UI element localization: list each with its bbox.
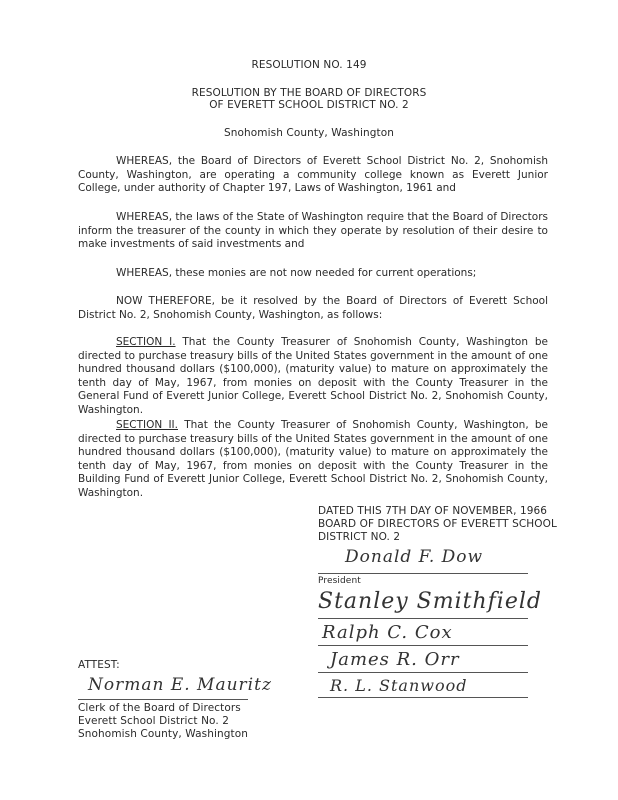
section-2: [78, 419, 548, 501]
dated-line-1: DATED THIS 7TH DAY OF NOVEMBER, 1966: [318, 505, 548, 517]
signature-line-3: [318, 645, 528, 646]
resolution-number: RESOLUTION NO. 149: [251, 59, 367, 71]
clerk-title-line-3: Snohomish County, Washington: [78, 728, 249, 740]
whereas-paragraph-2: WHEREAS, the laws of the State of Washington require that the Board of Directors inform the treasurer of the county in which they operate by resolution of their desire to make investments of said investments and: [78, 211, 548, 251]
signature-line-2: [318, 618, 528, 619]
signature-director-4: R. L. Stanwood: [330, 676, 468, 695]
title-line-2: OF EVERETT SCHOOL DISTRICT NO. 2: [209, 99, 409, 111]
resolved-paragraph: NOW THEREFORE, be it resolved by the Board of Directors of Everett School District No. 2, Snohomish County, Washington, as follows:: [78, 295, 548, 321]
attest-label: ATTEST:: [78, 659, 120, 671]
section-2-label: SECTION II.: [116, 419, 178, 431]
section-2-text: That the County Treasurer of Snohomish County, Washington, be directed to purchase treasury bills of the United States government in the amount of one hundred thousand dollars ($100,000), (maturity value) to mature on approximately the tenth day of May, 1967, from monies on deposit with the County Treasurer in the Building Fund of Everett Junior College, Everett School District No. 2, Snohomish County, Washington.: [78, 419, 548, 499]
section-1-text: That the County Treasurer of Snohomish County, Washington be directed to purchase treasury bills of the United States government in the amount of one hundred thousand dollars ($100,000), (maturity value) to mature on approximately the tenth day of May, 1967, from monies on deposit with the County Treasurer in the General Fund of Everett Junior College, Everett School District No. 2, Snohomish County, Washington.: [78, 336, 548, 416]
whereas-paragraph-3: WHEREAS, these monies are not now needed for current operations;: [116, 267, 477, 279]
section-1-label: SECTION I.: [116, 336, 176, 348]
president-label: President: [318, 576, 361, 586]
whereas-paragraph-1: WHEREAS, the Board of Directors of Everett School District No. 2, Snohomish County, Washington, are operating a community college known as Everett Junior College, under authority of Chapter 197, Laws of Washington, 1961 and: [78, 155, 548, 195]
title-line-1: RESOLUTION BY THE BOARD OF DIRECTORS: [191, 87, 427, 99]
dated-line-2: BOARD OF DIRECTORS OF EVERETT SCHOOL: [318, 518, 557, 530]
signature-clerk: Norman E. Mauritz: [88, 675, 272, 695]
section-1: [78, 336, 548, 418]
clerk-title-line-1: Clerk of the Board of Directors: [78, 702, 241, 714]
signature-line-4: [318, 672, 528, 673]
signature-director-1: Stanley Smithfield: [318, 589, 542, 614]
signature-president: Donald F. Dow: [345, 547, 484, 567]
signature-director-3: James R. Orr: [330, 649, 460, 670]
location-line: Snohomish County, Washington: [223, 127, 394, 139]
signature-line-clerk: [78, 699, 248, 700]
signature-line-5: [318, 697, 528, 698]
clerk-title-line-2: Everett School District No. 2: [78, 715, 230, 727]
signature-line-1: [318, 573, 528, 574]
dated-line-3: DISTRICT NO. 2: [318, 531, 401, 543]
signature-director-2: Ralph C. Cox: [322, 622, 453, 643]
